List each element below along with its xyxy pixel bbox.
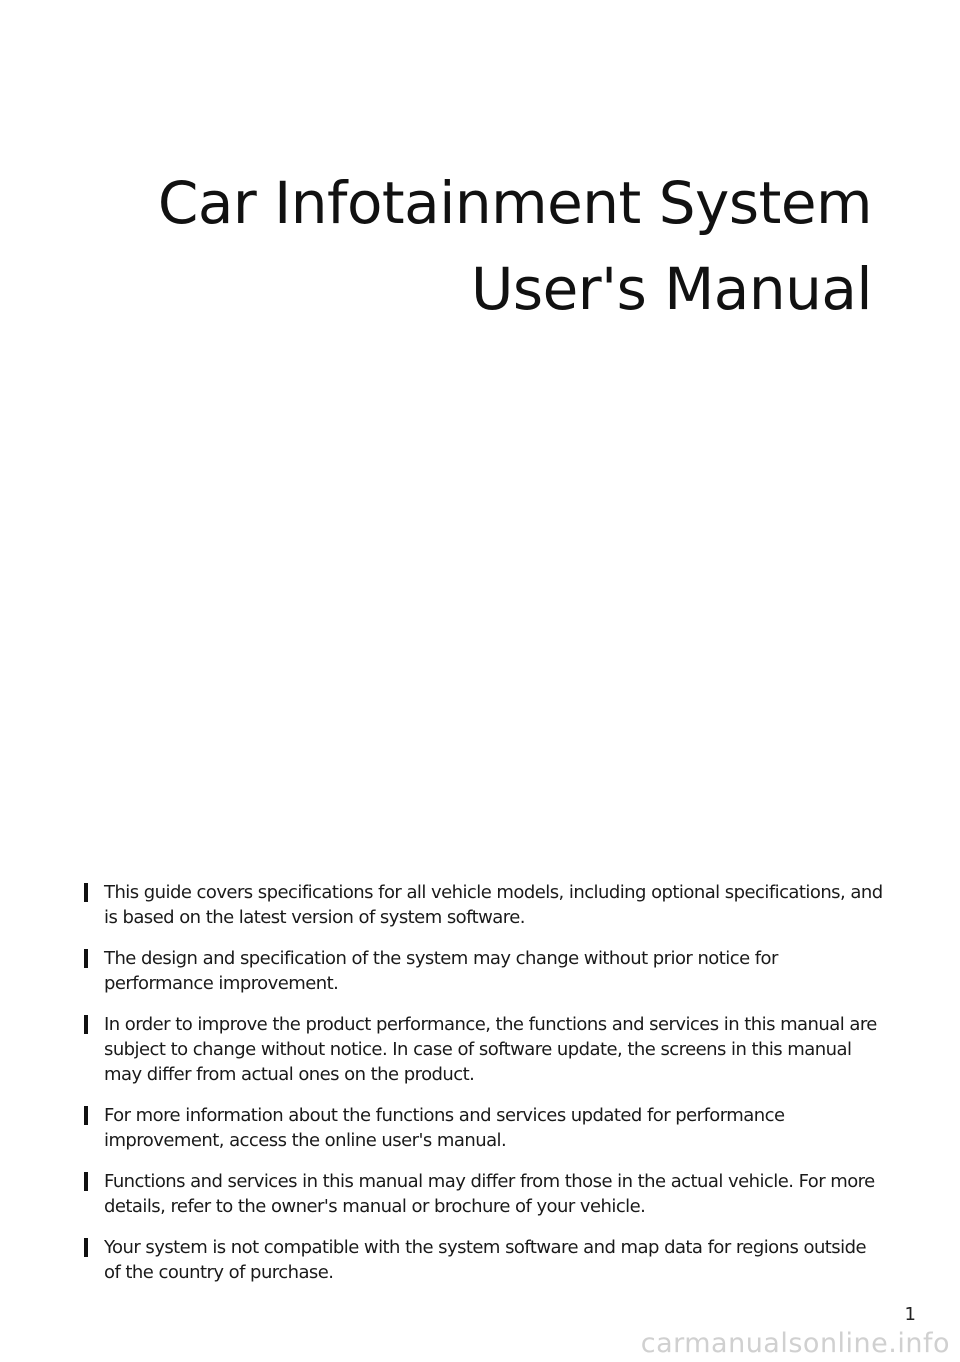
note-text: Your system is not compatible with the system software and map data for regions outside of the country of purchase. xyxy=(104,1237,866,1283)
note-item xyxy=(84,880,884,930)
title-line-2: User's Manual xyxy=(470,255,872,323)
watermark: carmanualsonline.info xyxy=(640,1328,950,1359)
bullet-bar-icon xyxy=(84,949,88,968)
note-item xyxy=(84,1235,884,1285)
note-text: For more information about the functions and services updated for performance improvement, access the online user's manual. xyxy=(104,1105,785,1151)
note-text: In order to improve the product performance, the functions and services in this manual are subject to change without notice. In case of software update, the screens in this manual may differ from actual ones on the product. xyxy=(104,1014,877,1085)
note-item xyxy=(84,946,884,996)
bullet-bar-icon xyxy=(84,883,88,902)
note-text: Functions and services in this manual may differ from those in the actual vehicle. For more details, refer to the owner's manual or brochure of your vehicle. xyxy=(104,1171,875,1217)
title-line-1: Car Infotainment System xyxy=(157,169,872,237)
bullet-bar-icon xyxy=(84,1238,88,1257)
note-item xyxy=(84,1103,884,1153)
document-title xyxy=(158,160,872,332)
page-number: 1 xyxy=(904,1304,916,1325)
bullet-bar-icon xyxy=(84,1106,88,1125)
note-item xyxy=(84,1169,884,1219)
bullet-bar-icon xyxy=(84,1015,88,1034)
bullet-bar-icon xyxy=(84,1172,88,1191)
notes-list xyxy=(84,880,884,1301)
note-text: The design and specification of the system may change without prior notice for performance improvement. xyxy=(104,948,778,994)
note-text: This guide covers specifications for all vehicle models, including optional specifications, and is based on the latest version of system software. xyxy=(104,882,883,928)
note-item xyxy=(84,1012,884,1087)
